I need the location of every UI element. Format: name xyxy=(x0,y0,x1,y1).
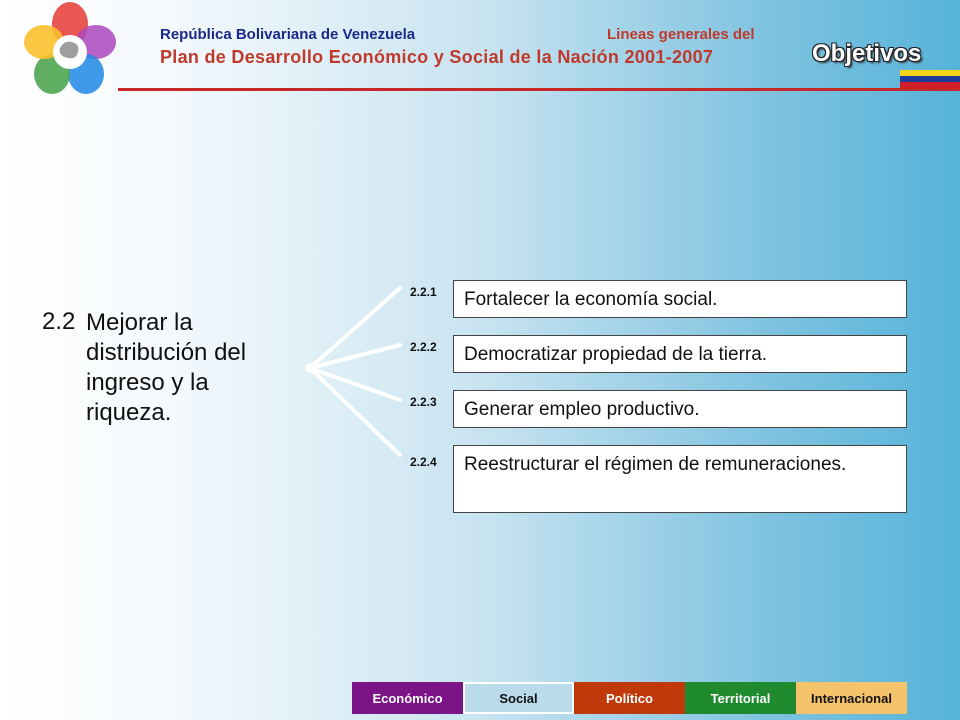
header-lineas: Lineas generales del xyxy=(607,26,755,43)
tab-economico[interactable]: Económico xyxy=(352,682,463,714)
connector-node xyxy=(305,363,315,373)
tab-social[interactable]: Social xyxy=(463,682,574,714)
objective-code: 2.2.4 xyxy=(410,455,437,469)
category-tabs xyxy=(352,682,907,714)
main-objective-text: Mejorar la distribución del ingreso y la riqueza. xyxy=(86,309,247,426)
tab-politico[interactable]: Político xyxy=(574,682,685,714)
objective-box: Democratizar propiedad de la tierra. xyxy=(453,335,907,373)
objective-box: Generar empleo productivo. xyxy=(453,390,907,428)
objective-box: Reestructurar el régimen de remuneraciones. xyxy=(453,445,907,513)
objective-code: 2.2.2 xyxy=(410,340,437,354)
objective-code: 2.2.3 xyxy=(410,395,437,409)
header-plan-title: Plan de Desarrollo Económico y Social de la Nación 2001-2007 xyxy=(160,47,714,67)
tab-territorial[interactable]: Territorial xyxy=(685,682,796,714)
tab-internacional[interactable]: Internacional xyxy=(796,682,907,714)
objective-code: 2.2.1 xyxy=(410,285,437,299)
connector-line xyxy=(310,368,400,400)
main-objective-number: 2.2 xyxy=(42,308,76,335)
header-country: República Bolivariana de Venezuela xyxy=(160,26,416,43)
objective-box: Fortalecer la economía social. xyxy=(453,280,907,318)
connector-line xyxy=(310,368,400,455)
section-title: Objetivos xyxy=(812,40,922,67)
